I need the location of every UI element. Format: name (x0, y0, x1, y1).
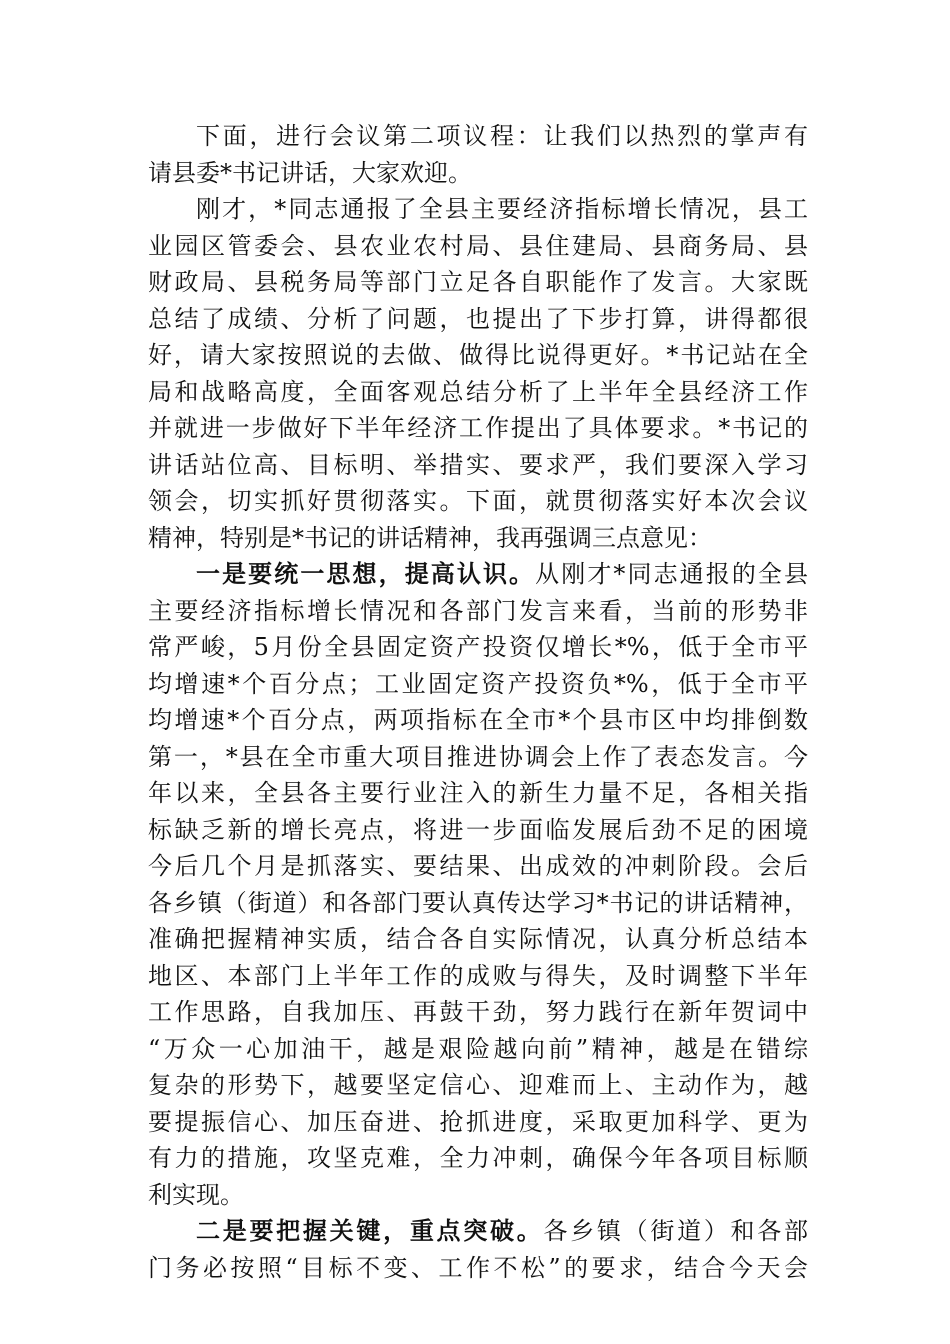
paragraph-4-first-rest: 各乡镇（街道）和各部 (543, 1217, 809, 1245)
paragraph-4-line-1 (148, 1213, 808, 1250)
paragraph-3-line-2: 主要经济指标增长情况和各部门发言来看，当前的形势非 (148, 596, 808, 625)
paragraph-2-line-6: 局和战略高度，全面客观总结分析了上半年全县经济工作 (148, 377, 808, 406)
paragraph-3-line-14: “万众一心加油干，越是艰险越向前”精神，越是在错综 (148, 1034, 808, 1063)
paragraph-3-line-3: 常严峻，5月份全县固定资产投资仅增长*%，低于全市平 (148, 633, 808, 661)
paragraph-2-line-2: 业园区管委会、县农业农村局、县住建局、县商务局、县 (148, 231, 808, 260)
paragraph-2-line-1: 刚才，*同志通报了全县主要经济指标增长情况，县工 (196, 195, 808, 223)
paragraph-2-line-3: 财政局、县税务局等部门立足各自职能作了发言。大家既 (148, 268, 808, 296)
paragraph-3-line-4: 均增速*个百分点；工业固定资产投资负*%，低于全市平 (148, 669, 808, 698)
document-body (148, 118, 808, 1286)
paragraph-2-line-9: 领会，切实抓好贯彻落实。下面，就贯彻落实好本次会议 (148, 487, 808, 515)
paragraph-3-line-12: 地区、本部门上半年工作的成败与得失，及时调整下半年 (148, 961, 808, 990)
paragraph-3-line-13: 工作思路，自我加压、再鼓干劲，努力践行在新年贺词中 (148, 998, 808, 1026)
paragraph-3-line-15: 复杂的形势下，越要坚定信心、迎难而上、主动作为，越 (148, 1071, 808, 1099)
paragraph-3-line-9: 今后几个月是抓落实、要结果、出成效的冲刺阶段。会后 (148, 852, 808, 880)
paragraph-3-line-18: 利实现。 (148, 1180, 244, 1209)
paragraph-3-line-8: 标缺乏新的增长亮点，将进一步面临发展后劲不足的困境 (148, 815, 808, 844)
paragraph-3-line-7: 年以来，全县各主要行业注入的新生力量不足，各相关指 (148, 779, 808, 807)
paragraph-3-line-10: 各乡镇（街道）和各部门要认真传达学习*书记的讲话精神， (148, 888, 808, 917)
paragraph-2-line-10: 精神，特别是*书记的讲话精神，我再强调三点意见： (148, 523, 712, 552)
paragraph-1-line-2: 请县委*书记讲话，大家欢迎。 (148, 158, 472, 187)
paragraph-3-line-16: 要提振信心、加压奋进、抢抓进度，采取更加科学、更为 (148, 1107, 808, 1136)
paragraph-3-first-rest: 从刚才*同志通报的全县 (535, 560, 809, 588)
paragraph-3-line-5: 均增速*个百分点，两项指标在全市*个县市区中均排倒数 (148, 706, 808, 734)
paragraph-4-heading: 二是要把握关键，重点突破。 (196, 1216, 544, 1245)
paragraph-3-line-17: 有力的措施，攻坚克难，全力冲刺，确保今年各项目标顺 (148, 1144, 808, 1172)
paragraph-3-line-1 (148, 556, 808, 593)
paragraph-3-line-11: 准确把握精神实质，结合各自实际情况，认真分析总结本 (148, 925, 808, 953)
paragraph-2-line-4: 总结了成绩、分析了问题，也提出了下步打算，讲得都很 (148, 304, 808, 333)
paragraph-2-line-7: 并就进一步做好下半年经济工作提出了具体要求。*书记的 (148, 414, 808, 442)
paragraph-2-line-8: 讲话站位高、目标明、举措实、要求严，我们要深入学习 (148, 450, 808, 479)
paragraph-3-line-6: 第一，*县在全市重大项目推进协调会上作了表态发言。今 (148, 742, 808, 771)
paragraph-1-line-1: 下面，进行会议第二项议程：让我们以热烈的掌声有 (196, 122, 808, 150)
paragraph-2-line-5: 好，请大家按照说的去做、做得比说得更好。*书记站在全 (148, 341, 808, 369)
paragraph-4-line-2: 门务必按照“目标不变、工作不松”的要求，结合今天会 (148, 1253, 808, 1282)
paragraph-3-heading: 一是要统一思想，提高认识。 (196, 559, 536, 588)
